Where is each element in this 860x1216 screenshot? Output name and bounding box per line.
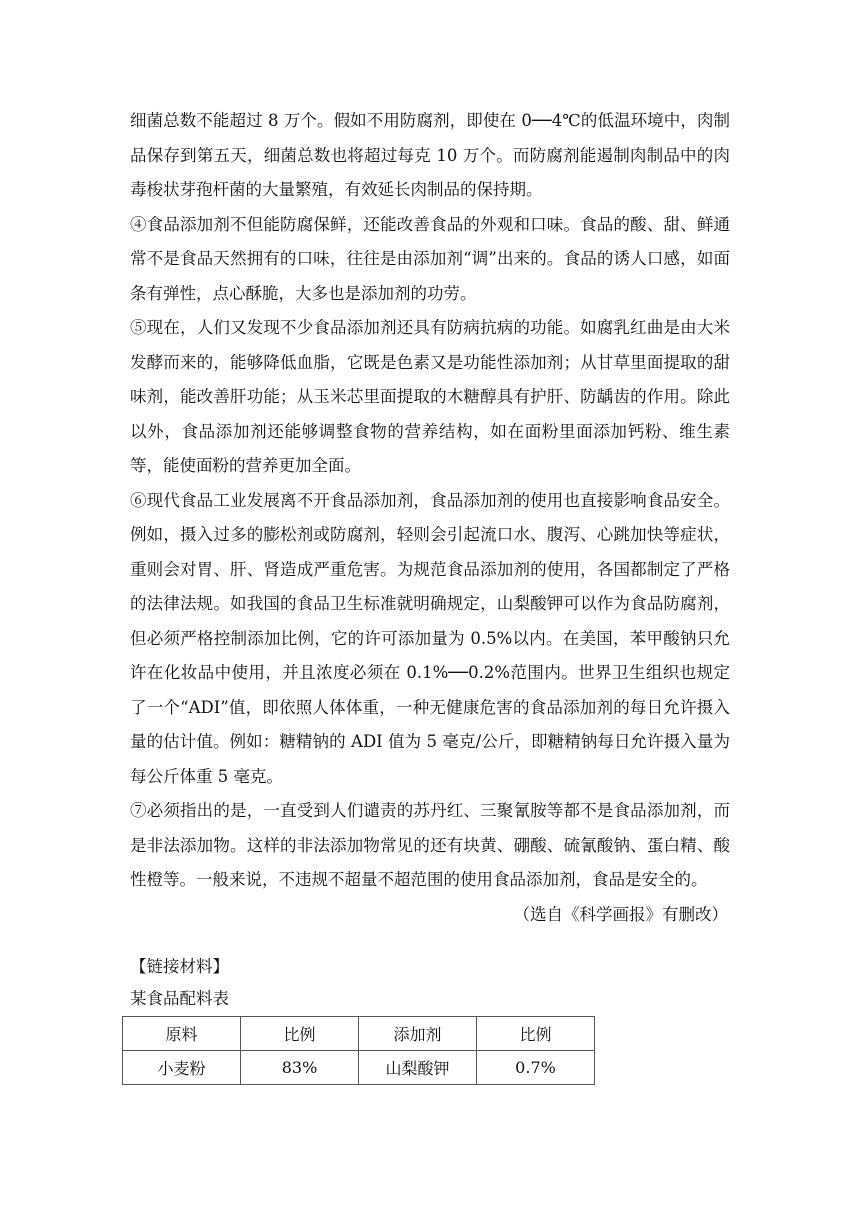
paragraph-5: ⑤现在，人们又发现不少食品添加剂还具有防病抗病的功能。如腐乳红曲是由大米发酵而来的，能够降低血脂，它既是色素又是功能性添加剂；从甘草里面提取的甜味剂，能改善肝功能；从玉米芯里面提取的木糖醇具有护肝、防龋齿的作用。除此以外，食品添加剂还能够调整食物的营养结构，如在面粉里面添加钙粉、维生素等，能使面粉的营养更加全面。 (130, 318, 730, 475)
paragraph-4: ④食品添加剂不但能防腐保鲜，还能改善食品的外观和口味。食品的酸、甜、鲜通常不是食品天然拥有的口味，往往是由添加剂“调”出来的。食品的诱人口感，如面条有弹性，点心酥脆，大多也是添加剂的功劳。 (130, 214, 730, 303)
table-header-cell: 原料 (123, 1017, 241, 1051)
paragraph-7: ⑦必须指出的是，一直受到人们谴责的苏丹红、三聚氰胺等都不是食品添加剂，而是非法添加物。这样的非法添加物常见的还有块黄、硼酸、硫氰酸钠、蛋白精、酸性橙等。一般来说，不违规不超量不超范围的使用食品添加剂，食品是安全的。 (130, 801, 730, 889)
table-header-cell: 比例 (477, 1017, 595, 1051)
ingredient-table (122, 1016, 595, 1085)
table-cell: 83% (241, 1051, 359, 1085)
table-cell: 山梨酸钾 (359, 1051, 477, 1085)
table-cell: 0.7% (477, 1051, 595, 1085)
paragraph-continued: 细菌总数不能超过 8 万个。假如不用防腐剂，即使在 0──4℃的低温环境中，肉制品保存到第五天，细菌总数也将超过每克 10 万个。而防腐剂能遏制肉制品中的肉毒梭状芽孢杆菌的大量繁殖，有效延长肉制品的保持期。 (130, 111, 730, 199)
article-body (130, 104, 730, 932)
table-header-row (123, 1017, 595, 1051)
link-material-title: 【链接材料】 (130, 957, 229, 976)
table-header-cell: 添加剂 (359, 1017, 477, 1051)
table-row (123, 1051, 595, 1085)
table-header-cell: 比例 (241, 1017, 359, 1051)
source-citation: （选自《科学画报》有删改） (513, 904, 728, 924)
paragraph-6: ⑥现代食品工业发展离不开食品添加剂，食品添加剂的使用也直接影响食品安全。例如，摄入过多的膨松剂或防腐剂，轻则会引起流口水、腹泻、心跳加快等症状，重则会对胃、肝、肾造成严重危害。为规范食品添加剂的使用，各国都制定了严格的法律法规。如我国的食品卫生标准就明确规定，山梨酸钾可以作为食品防腐剂，但必须严格控制添加比例，它的许可添加量为 0.5%以内。在美国，苯甲酸钠只允许在化妆品中使用，并且浓度必须在 0.1%──0.2%范围内。世界卫生组织也规定了一个“ADI”值，即依照人体体重，一种无健康危害的食品添加剂的每日允许摄入量的估计值。例如：糖精钠的 ADI 值为 5 毫克/公斤，即糖精钠每日允许摄入量为每公斤体重 5 毫克。 (130, 490, 730, 786)
table-cell: 小麦粉 (123, 1051, 241, 1085)
table-caption: 某食品配料表 (130, 989, 229, 1008)
